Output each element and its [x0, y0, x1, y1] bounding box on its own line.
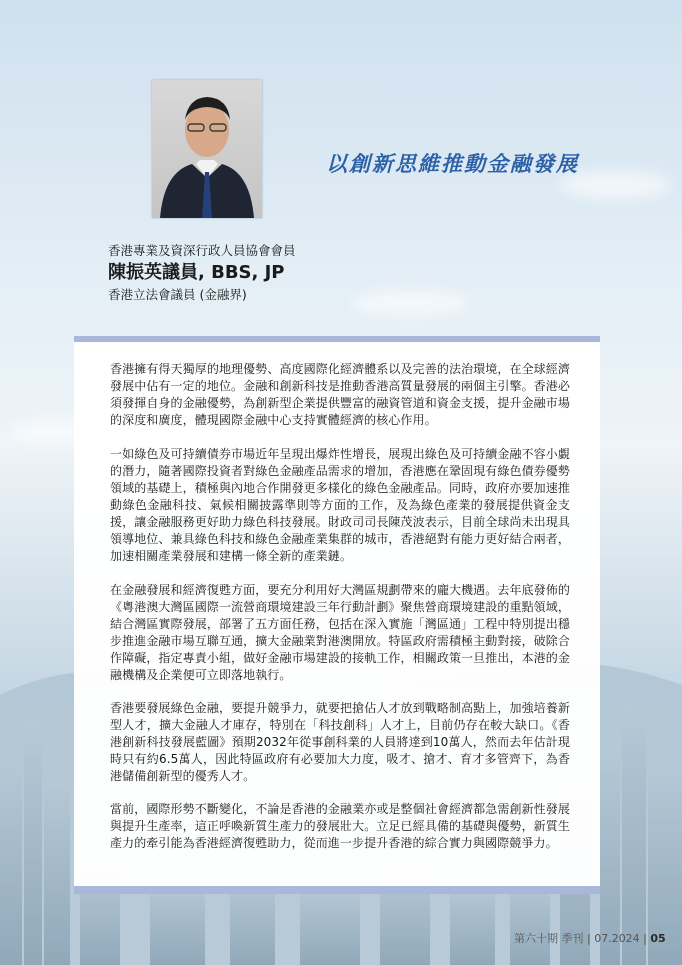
page-number: 05 [650, 932, 666, 945]
cloud-decoration [350, 290, 470, 316]
author-portrait-photo [152, 80, 262, 218]
page-footer [514, 930, 666, 946]
author-byline [108, 242, 296, 304]
article-paragraph: 香港要發展綠色金融，要提升競爭力，就要把搶佔人才放到戰略制高點上，加強培養新型人才，擴大金融人才庫存，特別在「科技創科」人才上，目前仍存在較大缺口。《香港創新科技發展藍圖》預期2032年從事創科業的人員將達到10萬人，然而去年估計現時只有約6.5萬人，因此特區政府有必要加大力度，吸才、搶才、育才多管齊下，為香港儲備創新型的優秀人才。 [110, 701, 570, 783]
article-paragraph: 香港擁有得天獨厚的地理優勢、高度國際化經濟體系以及完善的法治環境，在全球經濟發展中佔有一定的地位。金融和創新科技是推動香港高質量發展的兩個主引擎。香港必須發揮自身的金融優勢，為創新型企業提供豐富的融資管道和資金支援，提升金融市場的深度和廣度，體現國際金融中心支持實體經濟的核心作用。 [110, 362, 570, 427]
person-silhouette-icon [152, 80, 262, 218]
issue-info: 第六十期 季刊 | 07.2024 | [514, 932, 651, 945]
author-association: 香港專業及資深行政人員協會會員 [108, 243, 296, 258]
author-name: 陳振英議員, BBS, JP [108, 262, 285, 283]
article-headline: 以創新思維推動金融發展 [326, 151, 579, 176]
author-role: 香港立法會議員 (金融界) [108, 287, 247, 302]
article-paragraph: 一如綠色及可持續債券市場近年呈現出爆炸性增長，展現出綠色及可持續金融不容小覷的潛力，隨著國際投資者對綠色金融產品需求的增加，香港應在鞏固現有綠色債券優勢領域的基礎上，積極與內地合作開發更多樣化的綠色金融產品。同時，政府亦要加速推動綠色金融科技、氣候相關披露準則等方面的工作，及為綠色產業的發展提供資金支援，讓金融服務更好助力綠色科技發展。財政司司長陳茂波表示，目前全球尚未出現具領導地位、兼具綠色科技和綠色金融產業集群的城市，香港絕對有能力更好結合兩者，加速相關產業發展和建構一條全新的產業鏈。 [110, 447, 570, 563]
panel-bottom-bar [74, 886, 600, 894]
article-paragraph: 當前，國際形勢不斷變化，不論是香港的金融業亦或是整個社會經濟都急需創新性發展與提升生產率，這正呼喚新質生產力的發展壯大。立足已經具備的基礎與優勢，新質生產力的牽引能為香港經濟復甦助力，從而進一步提升香港的綜合實力與國際競爭力。 [110, 802, 570, 850]
article-paragraph: 在金融發展和經濟復甦方面，要充分利用好大灣區規劃帶來的龐大機遇。去年底發佈的《粵港澳大灣區國際一流營商環境建設三年行動計劃》聚焦營商環境建設的重點領域，結合灣區實際發展，部署了五方面任務，包括在深入實施「灣區通」工程中特別提出穩步推進金融市場互聯互通，擴大金融業對港澳開放。特區政府需積極主動對接，破除合作障礙，指定專責小組，做好金融市場建設的接軌工作，相關政策一旦推出，本港的金融機構及企業便可立即落地執行。 [110, 583, 570, 682]
